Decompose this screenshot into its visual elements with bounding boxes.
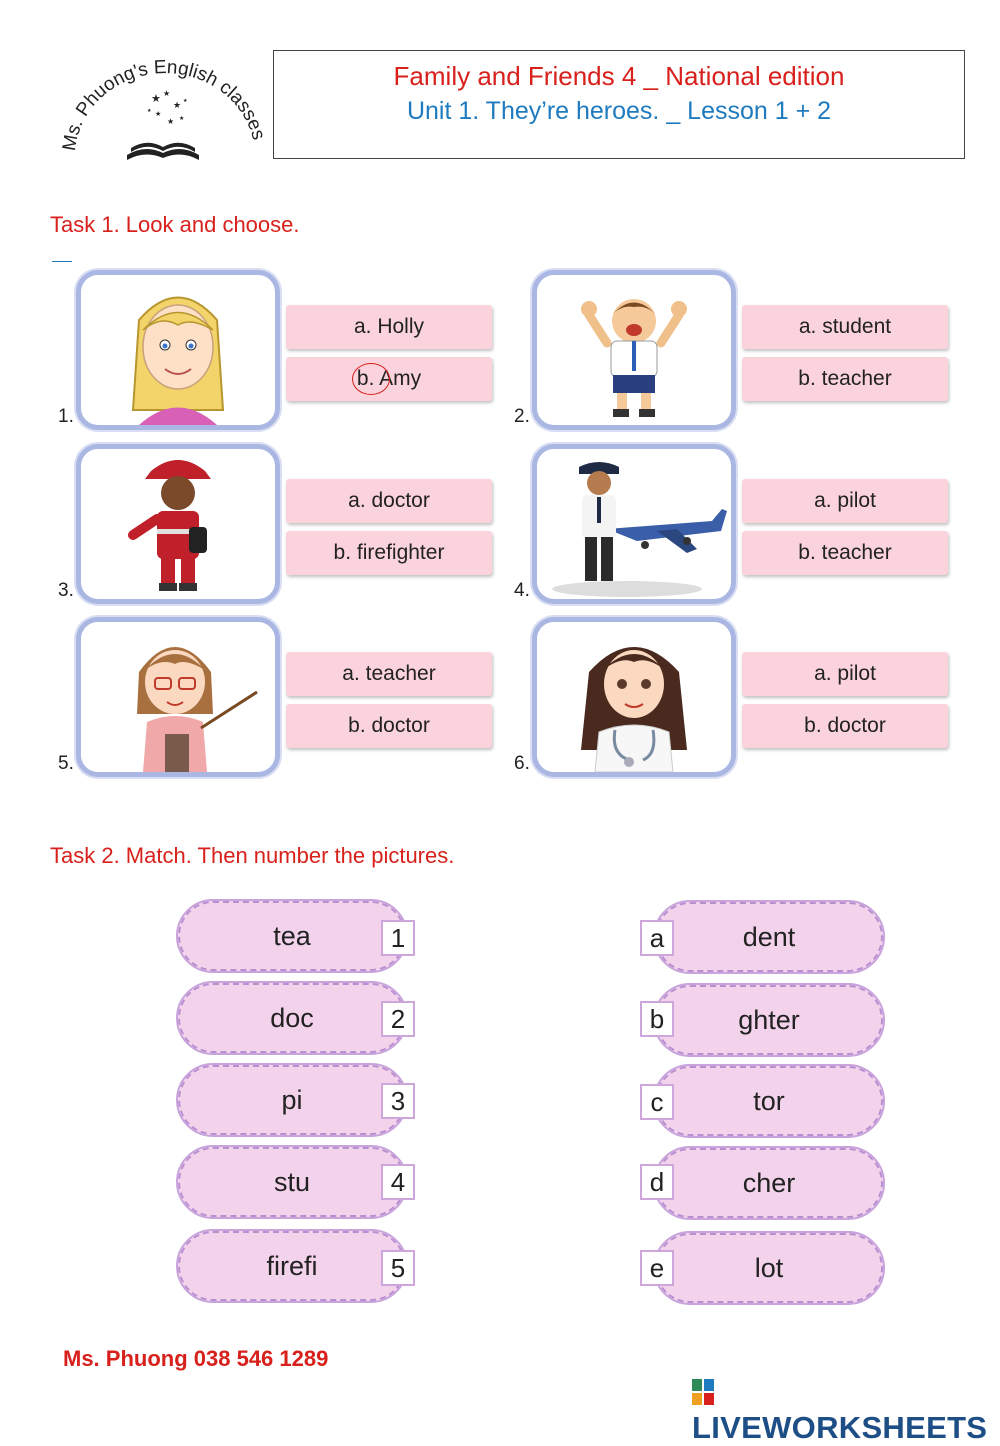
option-b[interactable]: b. teacher xyxy=(742,357,948,401)
letter-badge[interactable]: a xyxy=(640,920,674,956)
word-start-pill[interactable] xyxy=(178,1231,406,1301)
option-a[interactable]: a. pilot xyxy=(742,479,948,523)
picture-frame xyxy=(532,444,736,604)
picture-frame xyxy=(76,270,280,430)
word-end-pill[interactable] xyxy=(655,1233,883,1303)
svg-text:★: ★ xyxy=(179,116,185,122)
word-end: ghter xyxy=(738,1005,800,1035)
brand-logo[interactable] xyxy=(692,1374,1000,1446)
word-end: cher xyxy=(742,1168,796,1198)
word-end-pill[interactable] xyxy=(655,985,883,1055)
open-book-stars-icon xyxy=(55,52,270,167)
word-start: doc xyxy=(270,1003,314,1033)
svg-text:★: ★ xyxy=(155,111,162,118)
blonde-girl-icon xyxy=(81,275,275,425)
option-b[interactable]: b. teacher xyxy=(742,531,948,575)
word-end-pill[interactable] xyxy=(655,1148,883,1218)
svg-text:★: ★ xyxy=(183,98,188,104)
word-start: firefi xyxy=(266,1251,318,1281)
item-number: 1. xyxy=(58,406,74,427)
option-b[interactable]: b. firefighter xyxy=(286,531,492,575)
word-start: stu xyxy=(273,1167,311,1197)
number-badge[interactable]: 5 xyxy=(381,1250,415,1286)
number-badge[interactable]: 3 xyxy=(381,1083,415,1119)
option-b[interactable] xyxy=(286,357,492,401)
option-a[interactable]: a. pilot xyxy=(742,652,948,696)
brand-text: LIVEWORKSHEETS xyxy=(692,1410,988,1445)
word-start: pi xyxy=(281,1085,303,1115)
letter-badge[interactable]: b xyxy=(640,1001,674,1037)
teacher-woman-icon xyxy=(81,622,275,772)
task1-item-4 xyxy=(514,444,962,609)
item-number: 3. xyxy=(58,580,74,601)
option-a[interactable]: a. student xyxy=(742,305,948,349)
word-start-pill[interactable] xyxy=(178,901,406,971)
svg-text:★: ★ xyxy=(163,89,171,98)
task1-title: Task 1. Look and choose. xyxy=(50,212,300,237)
pilot-airplane-icon xyxy=(537,449,731,599)
number-badge[interactable]: 1 xyxy=(381,920,415,956)
header-box xyxy=(273,50,965,159)
task1-item-3 xyxy=(58,444,506,609)
number-badge[interactable]: 2 xyxy=(381,1001,415,1037)
picture-frame xyxy=(76,444,280,604)
item-number: 5. xyxy=(58,753,74,774)
option-a[interactable]: a. teacher xyxy=(286,652,492,696)
letter-badge[interactable]: d xyxy=(640,1164,674,1200)
header-title: Family and Friends 4 _ National edition xyxy=(393,61,845,91)
answer-circle xyxy=(352,363,390,395)
logo xyxy=(55,52,270,167)
word-start-pill[interactable] xyxy=(178,1147,406,1217)
word-start-pill[interactable] xyxy=(178,983,406,1053)
header-subtitle: Unit 1. They’re heroes. _ Lesson 1 + 2 xyxy=(406,97,832,125)
option-a[interactable]: a. Holly xyxy=(286,305,492,349)
picture-frame xyxy=(532,270,736,430)
divider xyxy=(52,261,72,262)
svg-text:★: ★ xyxy=(167,117,175,126)
item-number: 6. xyxy=(514,753,530,774)
task1-item-5 xyxy=(58,617,506,782)
word-end: tor xyxy=(753,1086,785,1116)
word-start-pill[interactable] xyxy=(178,1065,406,1135)
word-end-pill[interactable] xyxy=(655,902,883,972)
option-b-label: b. Amy xyxy=(356,367,422,390)
letter-badge[interactable]: c xyxy=(640,1084,674,1120)
item-number: 2. xyxy=(514,406,530,427)
firefighter-icon xyxy=(81,449,275,599)
task1-item-1 xyxy=(58,270,506,435)
picture-frame xyxy=(532,617,736,777)
picture-frame xyxy=(76,617,280,777)
doctor-woman-icon xyxy=(537,622,731,772)
letter-badge[interactable]: e xyxy=(640,1250,674,1286)
svg-text:Ms. Phuong's English classes xyxy=(59,57,269,152)
svg-text:★: ★ xyxy=(147,108,152,114)
word-end-pill[interactable] xyxy=(655,1066,883,1136)
task1-item-6 xyxy=(514,617,962,782)
option-b[interactable]: b. doctor xyxy=(286,704,492,748)
number-badge[interactable]: 4 xyxy=(381,1164,415,1200)
task2-title: Task 2. Match. Then number the pictures. xyxy=(50,843,455,868)
word-end: lot xyxy=(754,1253,784,1283)
option-b[interactable]: b. doctor xyxy=(742,704,948,748)
word-end: dent xyxy=(742,922,796,952)
footer-contact: Ms. Phuong 038 546 1289 xyxy=(63,1346,329,1371)
word-start: tea xyxy=(273,921,311,951)
svg-text:★: ★ xyxy=(151,93,161,105)
item-number: 4. xyxy=(514,580,530,601)
logo-text: Ms. Phuong's English classes xyxy=(59,56,269,153)
task1-item-2 xyxy=(514,270,962,435)
liveworksheets-icon xyxy=(692,1379,714,1405)
schoolboy-icon xyxy=(537,275,731,425)
svg-text:★: ★ xyxy=(173,100,182,110)
option-a[interactable]: a. doctor xyxy=(286,479,492,523)
